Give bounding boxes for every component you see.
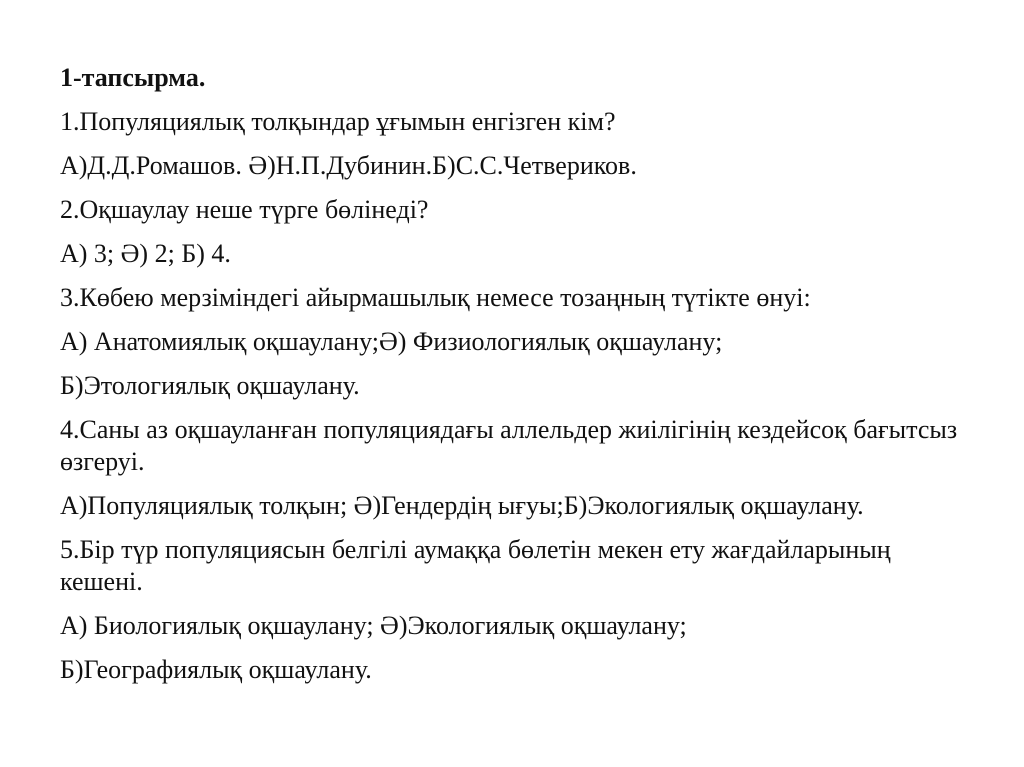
question-5: 5.Бір түр популяциясын белгілі аумаққа бөлетін мекен ету жағдайларының кешені. — [60, 535, 891, 596]
answers-2: А) 3; Ә) 2; Б) 4. — [60, 239, 231, 268]
question-4: 4.Саны аз оқшауланған популяциядағы аллельдер жиілігінің кездейсоқ бағытсыз өзгеруі. — [60, 415, 958, 476]
question-1: 1.Популяциялық толқындар ұғымын енгізген кім? — [60, 107, 616, 136]
slide-content — [60, 62, 960, 698]
question-3: 3.Көбею мерзіміндегі айырмашылық немесе тозаңның түтікте өнуі: — [60, 283, 811, 312]
answers-1: А)Д.Д.Ромашов. Ә)Н.П.Дубинин.Б)С.С.Четвериков. — [60, 151, 637, 180]
answers-3-line-1: А) Анатомиялық оқшаулану;Ә) Физиологиялық оқшаулану; — [60, 327, 723, 356]
answers-3-line-2: Б)Этологиялық оқшаулану. — [60, 371, 360, 400]
question-2: 2.Оқшаулау неше түрге бөлінеді? — [60, 195, 429, 224]
answers-4: А)Популяциялық толқын; Ә)Гендердің ығуы;Б)Экологиялық оқшаулану. — [60, 491, 864, 520]
task-title: 1-тапсырма. — [60, 63, 206, 92]
answers-5-line-2: Б)Географиялық оқшаулану. — [60, 655, 372, 684]
answers-5-line-1: А) Биологиялық оқшаулану; Ә)Экологиялық оқшаулану; — [60, 611, 687, 640]
